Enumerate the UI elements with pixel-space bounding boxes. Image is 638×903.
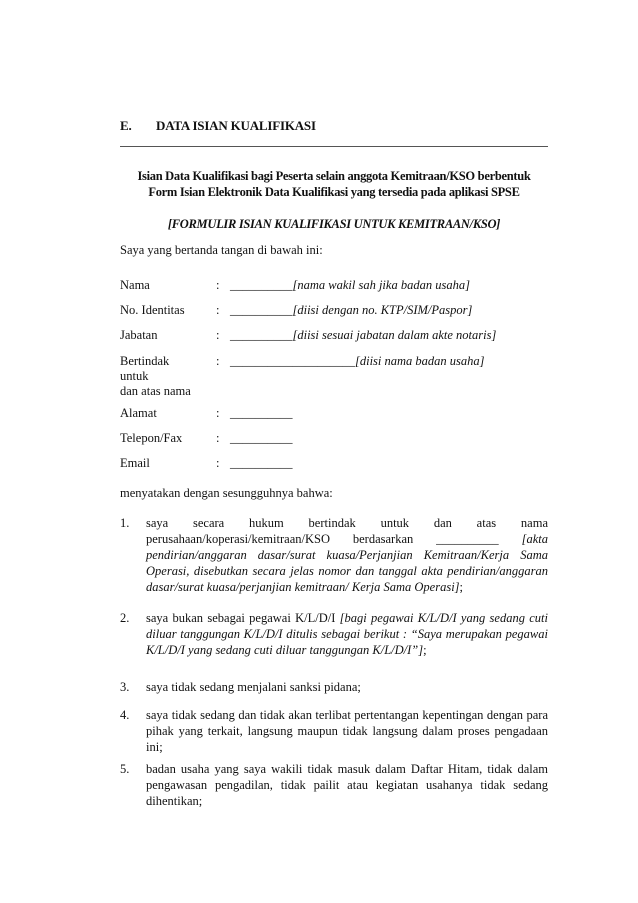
section-number: E.: [120, 118, 132, 133]
field-label: Jabatan: [120, 328, 158, 342]
subtitle-line-1: Isian Data Kualifikasi bagi Peserta selain anggota Kemitraan/KSO berbentuk: [137, 169, 531, 183]
section-title: DATA ISIAN KUALIFIKASI: [156, 118, 316, 133]
field-blank: __________: [230, 456, 293, 470]
intro-text: Saya yang bertanda tangan di bawah ini:: [120, 243, 323, 257]
field-blank: ____________________: [230, 354, 355, 368]
field-colon: :: [216, 278, 220, 292]
item-text-plain: saya secara hukum bertindak untuk dan atas nama perusahaan/koperasi/kemitraan/KSO berdasarkan __________: [146, 516, 548, 546]
field-label: Alamat: [120, 406, 157, 420]
item-text-plain: saya bukan sebagai pegawai K/L/D/I: [146, 611, 340, 625]
field-value: [230, 303, 472, 318]
field-hint: [diisi sesuai jabatan dalam akte notaris]: [292, 328, 497, 342]
item-number: 1.: [120, 516, 130, 530]
item-number: 3.: [120, 680, 130, 694]
field-label: No. Identitas: [120, 303, 185, 317]
field-value: [230, 431, 293, 446]
item-text-end: ;: [423, 643, 427, 657]
subtitle-line-2: Form Isian Elektronik Data Kualifikasi yang tersedia pada aplikasi SPSE: [148, 185, 520, 199]
field-label: Telepon/Fax: [120, 431, 183, 445]
item-text: [146, 707, 548, 755]
item-text: [146, 515, 548, 595]
item-text-plain: badan usaha yang saya wakili tidak masuk dalam Daftar Hitam, tidak dalam pengawasan pengadilan, tidak pailit atau kegiatan usahanya tidak sedang dihentikan;: [146, 762, 548, 808]
field-blank: __________: [230, 303, 293, 317]
field-label-line: dan atas nama: [120, 384, 191, 398]
field-colon: :: [216, 328, 220, 342]
item-text: [146, 679, 548, 695]
field-colon: :: [216, 406, 220, 420]
field-value: [230, 328, 496, 343]
item-number: 4.: [120, 708, 130, 722]
field-value: [230, 278, 470, 293]
field-blank: __________: [230, 406, 293, 420]
field-label: Nama: [120, 278, 150, 292]
heading-divider: [120, 146, 548, 147]
field-blank: __________: [230, 278, 293, 292]
field-value: [230, 406, 293, 421]
item-text-plain: saya tidak sedang menjalani sanksi pidana;: [146, 680, 361, 694]
field-hint: [diisi nama badan usaha]: [355, 354, 485, 368]
field-label-line: Bertindak: [120, 354, 170, 368]
field-value: [230, 456, 293, 471]
item-text: [146, 761, 548, 809]
item-text-italic: [bagi pegawai K/L/D/I yang sedang cuti diluar tanggungan K/L/D/I ditulis sebagai berikut : “Saya merupakan pegawai K/L/D/I yang sedang cuti diluar tanggungan K/L/D/I”]: [146, 611, 548, 657]
item-text-plain: saya tidak sedang dan tidak akan terlibat pertentangan kepentingan dengan para pihak yang terkait, langsung maupun tidak langsung dalam proses pengadaan ini;: [146, 708, 548, 754]
field-blank: __________: [230, 431, 293, 445]
form-title: [FORMULIR ISIAN KUALIFIKASI UNTUK KEMITRAAN/KSO]: [167, 217, 501, 231]
section-heading: [120, 118, 540, 134]
item-number: 5.: [120, 762, 130, 776]
field-colon: :: [216, 303, 220, 317]
item-text: [146, 610, 548, 658]
field-colon: :: [216, 354, 220, 368]
item-text-italic: [akta pendirian/anggaran dasar/surat kuasa/Perjanjian Kemitraan/Kerja Sama Operasi, disebutkan secara jelas nomor dan tanggal akta pendirian/anggaran dasar/surat kuasa/perjanjian kemitraan/ Kerja Sama Operasi]: [146, 532, 548, 594]
item-number: 2.: [120, 611, 130, 625]
field-label: Email: [120, 456, 150, 470]
field-value: [230, 354, 485, 369]
field-label: [120, 354, 208, 399]
field-hint: [diisi dengan no. KTP/SIM/Paspor]: [292, 303, 473, 317]
field-colon: :: [216, 431, 220, 445]
field-label-line: untuk: [120, 369, 149, 383]
field-hint: [nama wakil sah jika badan usaha]: [292, 278, 470, 292]
item-text-end: ;: [459, 580, 464, 594]
field-blank: __________: [230, 328, 293, 342]
subtitle: [120, 168, 548, 200]
field-colon: :: [216, 456, 220, 470]
statement-text: menyatakan dengan sesungguhnya bahwa:: [120, 486, 333, 500]
